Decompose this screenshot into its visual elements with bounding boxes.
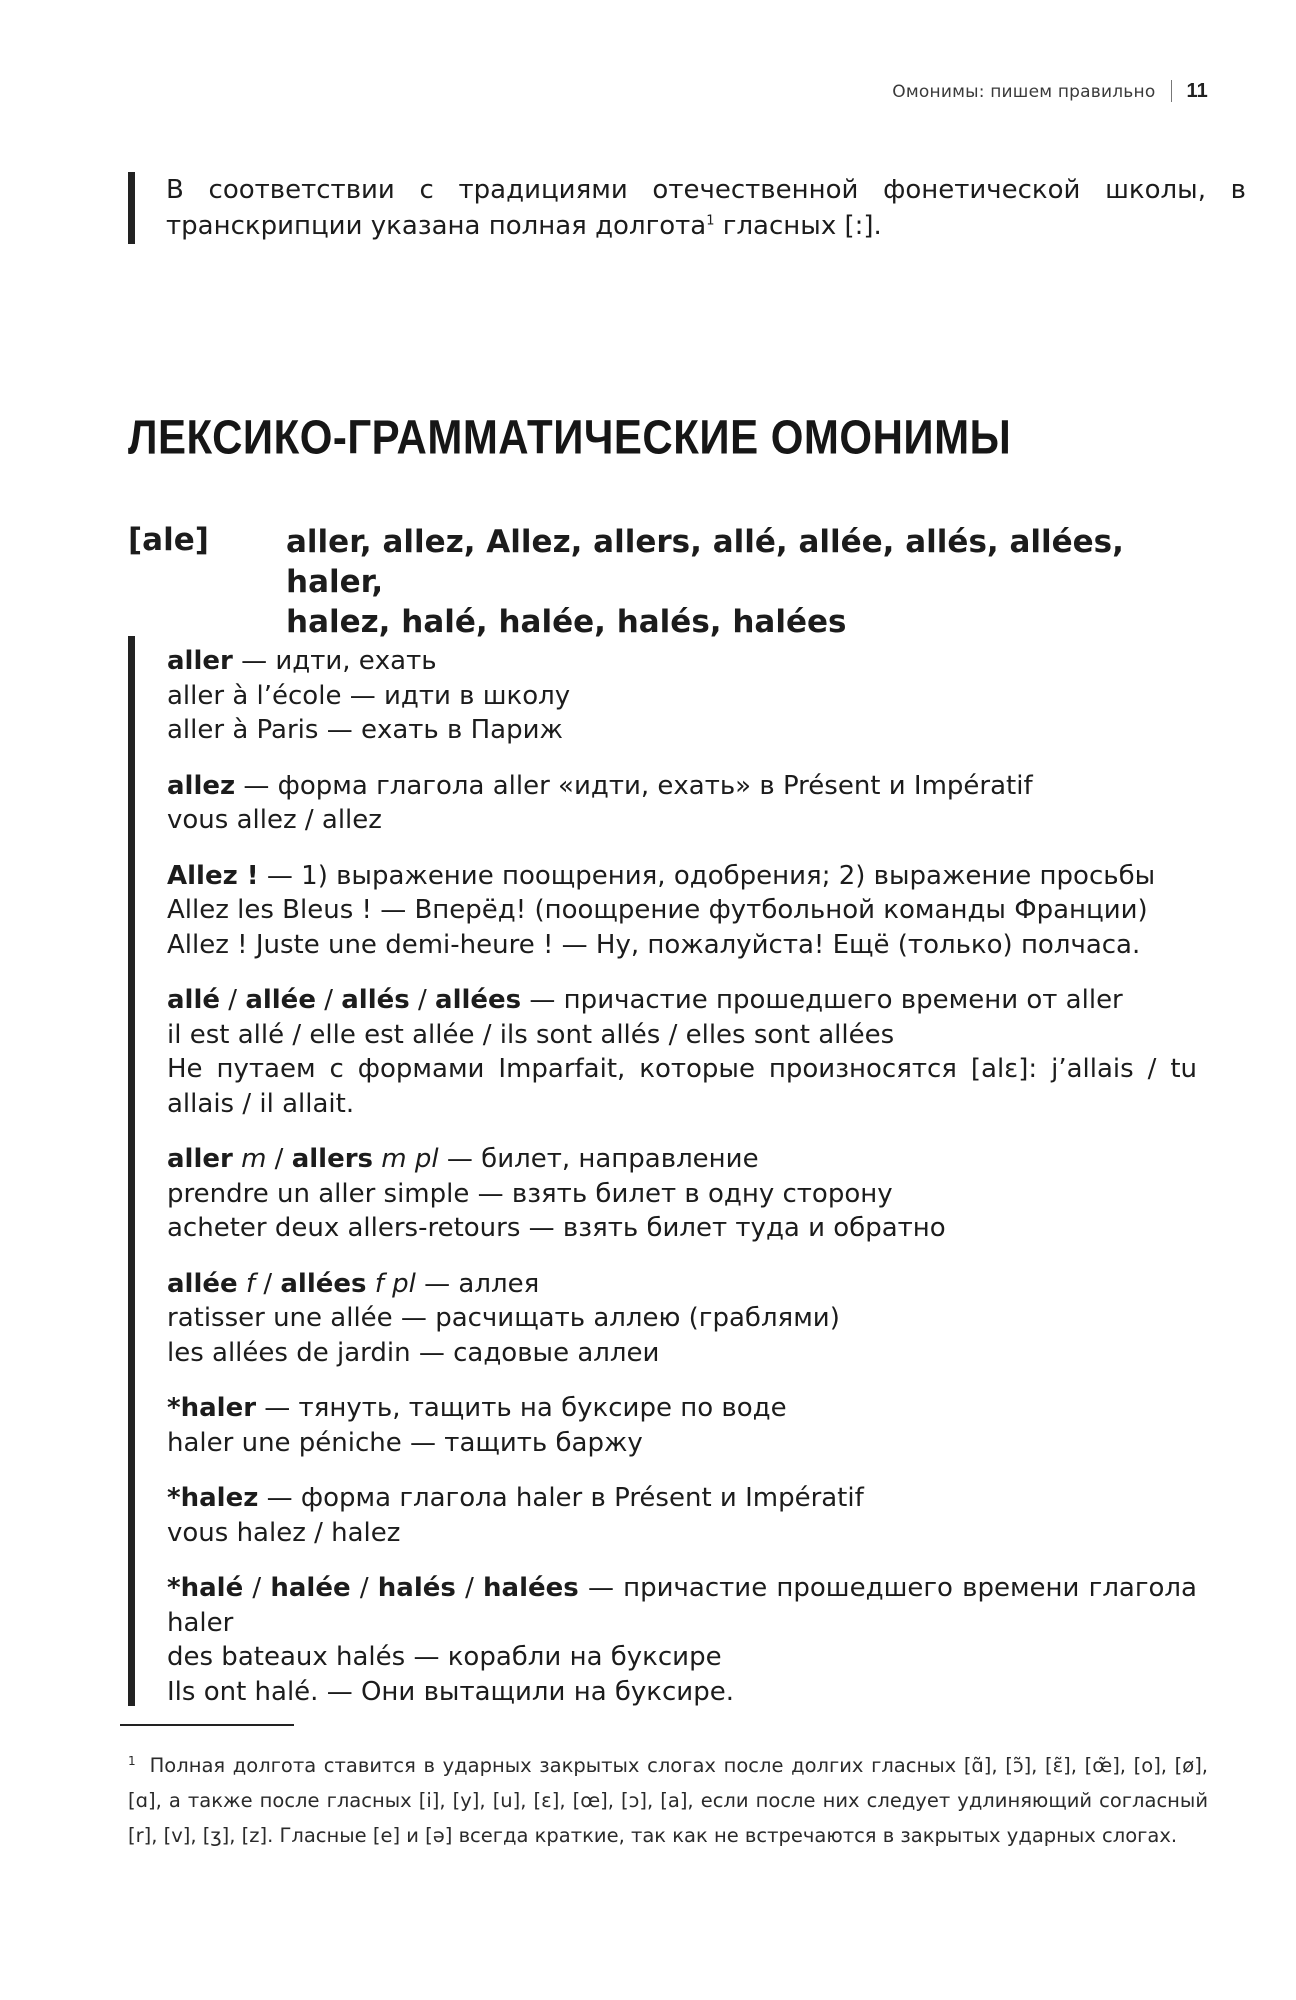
- headword: aller: [167, 1144, 233, 1174]
- definition-aller: [167, 644, 1218, 748]
- separator: /: [315, 985, 342, 1015]
- definition-headline: [167, 769, 1218, 804]
- headword: allée: [245, 985, 316, 1015]
- example: des bateaux halés — корабли на буксире: [167, 1642, 722, 1672]
- gloss: — причастие прошедшего времени глагола haler: [167, 1573, 1197, 1638]
- intro-text-end: гласных [:].: [714, 211, 882, 241]
- gender-mark: f pl: [366, 1268, 416, 1299]
- headword: *haler: [167, 1393, 257, 1423]
- headword: allées: [280, 1268, 367, 1299]
- definition-headline: [167, 644, 1218, 679]
- separator: /: [455, 1573, 484, 1603]
- footnote-text: Полная долгота ставится в ударных закрытых слогах после долгих гласных [ɑ̃], [ɔ̃], [ɛ̃], [œ̃], [o], [ø], [ɑ], а также после гласных [i], [y], [u], [ɛ], [œ], [ɔ], [a], если после них следует удлиняющий согласный [r], [v], [ʒ], [z]. Гласные [e] и [ə] всегда краткие, так как не встречаются в закрытых ударных слогах.: [128, 1754, 1208, 1847]
- entry-forms-line: aller, allez, Allez, allers, allé, allée, allés, allées, haler,: [286, 524, 1124, 600]
- entry-transcription: [ale]: [128, 522, 209, 558]
- headword: aller: [167, 646, 233, 676]
- headword: Allez !: [167, 860, 259, 891]
- separator: /: [243, 1573, 271, 1603]
- headword: halées: [483, 1573, 579, 1603]
- separator: /: [220, 985, 246, 1015]
- example: il est allé / elle est allée / ils sont allés / elles sont allées: [167, 1019, 895, 1050]
- example: vous allez / allez: [167, 805, 382, 835]
- entry-forms-line: halez, halé, halée, halés, halées: [286, 604, 847, 640]
- gloss: — причастие прошедшего времени от aller: [521, 985, 1123, 1015]
- intro-text: В соответствии с традициями отечественной фонетической школы, в транскрипции указана полная долгота: [166, 175, 1246, 241]
- headword: halés: [377, 1573, 456, 1603]
- headword: *halez: [167, 1483, 259, 1513]
- section-heading: ЛЕКСИКО-ГРАММАТИЧЕСКИЕ ОМОНИМЫ: [128, 410, 1012, 464]
- definition-halez: [167, 1481, 1218, 1550]
- definition-allez-interjection: [167, 859, 1218, 963]
- definition-headline: [167, 1571, 1197, 1640]
- separator: /: [255, 1268, 281, 1299]
- running-head: [0, 80, 1208, 103]
- footnote: [128, 1748, 1208, 1853]
- gender-mark: m pl: [373, 1144, 439, 1174]
- gloss: — билет, направление: [438, 1144, 759, 1174]
- definitions-block: [128, 636, 1218, 1706]
- gloss: — тянуть, тащить на буксире по воде: [256, 1393, 787, 1423]
- intro-note: [128, 172, 1246, 244]
- headword: allé: [167, 985, 221, 1015]
- example: haler une péniche — тащить баржу: [167, 1427, 643, 1458]
- example: prendre un aller simple — взять билет в одну сторону: [167, 1178, 893, 1209]
- gloss: — идти, ехать: [232, 646, 437, 676]
- usage-note: Не путаем с формами Imparfait, которые произносятся [alɛ]: j’allais / tu allais / il allait.: [167, 1054, 1197, 1119]
- separator: /: [350, 1573, 378, 1603]
- separator: /: [266, 1144, 292, 1174]
- footnote-divider: [120, 1724, 294, 1726]
- definition-aller-noun: [167, 1142, 1218, 1246]
- gender-mark: m: [232, 1144, 267, 1174]
- example: ratisser une allée — расчищать аллею (граблями): [167, 1303, 840, 1333]
- headword: allés: [341, 985, 410, 1015]
- example: Ils ont halé. — Они вытащили на буксире.: [167, 1676, 734, 1707]
- headword: allers: [291, 1144, 374, 1174]
- headword: allée: [167, 1268, 238, 1299]
- gloss: — 1) выражение поощрения, одобрения; 2) выражение просьбы: [258, 860, 1156, 891]
- definition-headline: [167, 1481, 1218, 1516]
- intro-footnote-ref[interactable]: 1: [706, 213, 715, 229]
- definition-haler: [167, 1391, 1218, 1460]
- definition-hale-participle: [167, 1571, 1218, 1709]
- gloss: — форма глагола haler в Présent и Impératif: [258, 1483, 864, 1513]
- headword: allez: [167, 770, 236, 801]
- headword: *halé: [167, 1573, 244, 1603]
- example: Allez les Bleus ! — Вперёд! (поощрение футбольной команды Франции): [167, 895, 1148, 925]
- definition-headline: [167, 1142, 1218, 1177]
- example: vous halez / halez: [167, 1517, 401, 1548]
- separator: /: [409, 985, 436, 1015]
- example: aller à l’école — идти в школу: [167, 680, 571, 711]
- example: les allées de jardin — садовые аллеи: [167, 1337, 660, 1368]
- gloss: — аллея: [415, 1268, 540, 1299]
- definition-allee-noun: [167, 1267, 1218, 1371]
- definition-headline: [167, 1391, 1218, 1426]
- definition-headline: [167, 859, 1218, 894]
- page-number: 11: [1186, 80, 1208, 102]
- entry-forms: [286, 522, 1186, 642]
- headword: allées: [435, 985, 522, 1015]
- definition-alle-participle: [167, 983, 1218, 1121]
- definition-headline: [167, 983, 1218, 1018]
- definition-headline: [167, 1267, 1218, 1302]
- example: aller à Paris — ехать в Париж: [167, 715, 563, 745]
- gloss: — форма глагола aller «идти, ехать» в Présent и Impératif: [235, 770, 1033, 801]
- example: acheter deux allers-retours — взять билет туда и обратно: [167, 1213, 946, 1243]
- footnote-marker: 1: [128, 1753, 136, 1768]
- definition-allez: [167, 769, 1218, 838]
- headword: halée: [270, 1573, 351, 1603]
- running-head-divider: [1171, 80, 1172, 102]
- example: Allez ! Juste une demi-heure ! — Ну, пожалуйста! Ещё (только) полчаса.: [167, 929, 1141, 960]
- running-head-title: Омонимы: пишем правильно: [892, 82, 1156, 102]
- gender-mark: f: [237, 1268, 256, 1299]
